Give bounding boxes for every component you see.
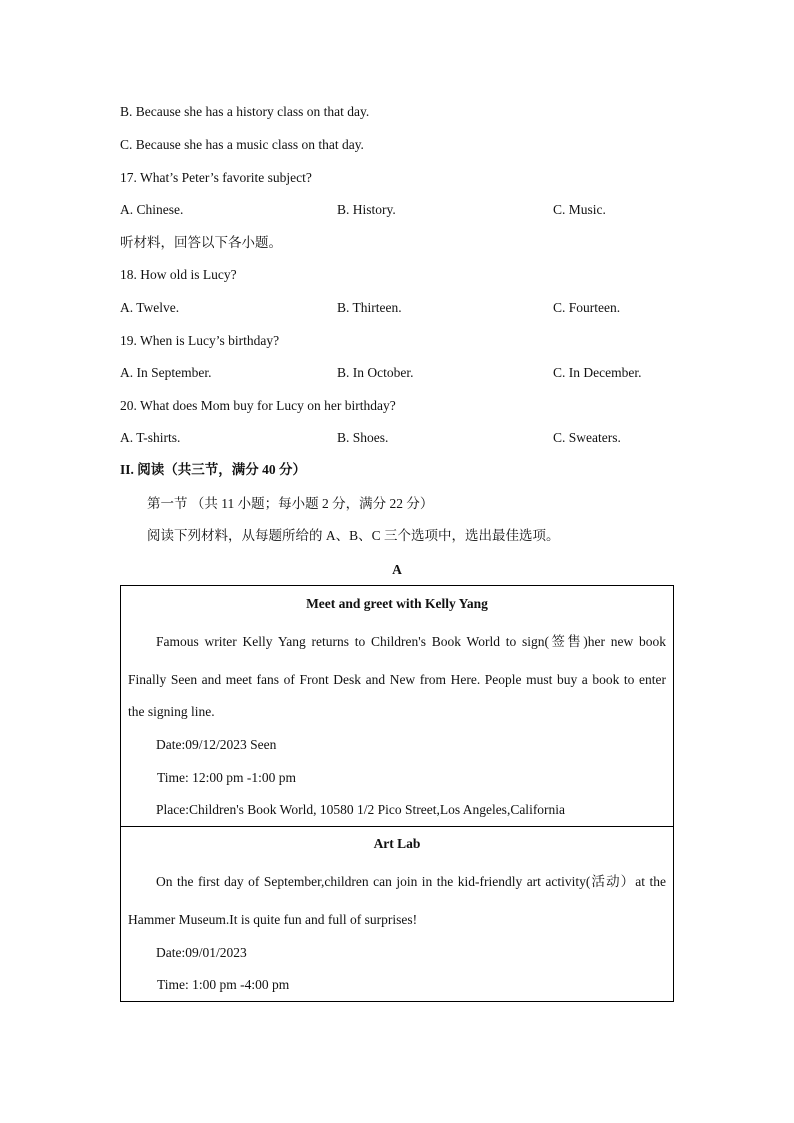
event-date: Date:09/01/2023 [156,945,247,960]
q19-option-c: C. In December. [553,365,642,380]
event-date: Date:09/12/2023 Seen [156,737,277,752]
passage-label: A [392,562,402,577]
listening-instruction: 听材料，回答以下各小题。 [120,235,282,250]
event-box-kelly-yang [120,585,674,827]
q18-question: 18. How old is Lucy? [120,267,237,282]
q16-option-c: C. Because she has a music class on that day. [120,137,364,152]
section-heading: II. 阅读（共三节，满分 40 分） [120,462,307,477]
q17-option-b: B. History. [337,202,396,217]
part-heading: 第一节 （共 11 小题；每小题 2 分，满分 22 分） [147,496,434,511]
q20-question: 20. What does Mom buy for Lucy on her birthday? [120,398,396,413]
q18-option-a: A. Twelve. [120,300,180,315]
event-title: Art Lab [373,836,421,851]
event-title: Meet and greet with Kelly Yang [306,596,488,611]
q18-option-c: C. Fourteen. [553,300,621,315]
q19-question: 19. When is Lucy’s birthday? [120,333,280,348]
q17-question: 17. What’s Peter’s favorite subject? [120,170,312,185]
q16-option-b: B. Because she has a history class on that day. [120,104,370,119]
reading-instruction: 阅读下列材料，从每题所给的 A、B、C 三个选项中，选出最佳选项。 [147,528,560,543]
q17-option-a: A. Chinese. [120,202,184,217]
q20-option-b: B. Shoes. [337,430,389,445]
event-time: Time: 12:00 pm -1:00 pm [157,770,297,785]
event-description-line: Famous writer Kelly Yang returns to Children's Book World to sign(签售)her new book [156,634,666,649]
event-description-line: the signing line. [128,704,215,719]
q18-option-b: B. Thirteen. [337,300,402,315]
q19-option-a: A. In September. [120,365,212,380]
q19-option-b: B. In October. [337,365,414,380]
event-description-line: On the first day of September,children can join in the kid-friendly art activity(活动）at the [156,874,666,889]
q20-option-a: A. T-shirts. [120,430,181,445]
q20-option-c: C. Sweaters. [553,430,621,445]
event-description-line: Finally Seen and meet fans of Front Desk and New from Here. People must buy a book to enter [128,672,666,687]
q17-option-c: C. Music. [553,202,606,217]
event-time: Time: 1:00 pm -4:00 pm [157,977,290,992]
event-box-art-lab [120,826,674,1002]
event-place: Place:Children's Book World, 10580 1/2 Pico Street,Los Angeles,California [156,802,566,817]
event-description-line: Hammer Museum.It is quite fun and full of surprises! [128,912,418,927]
